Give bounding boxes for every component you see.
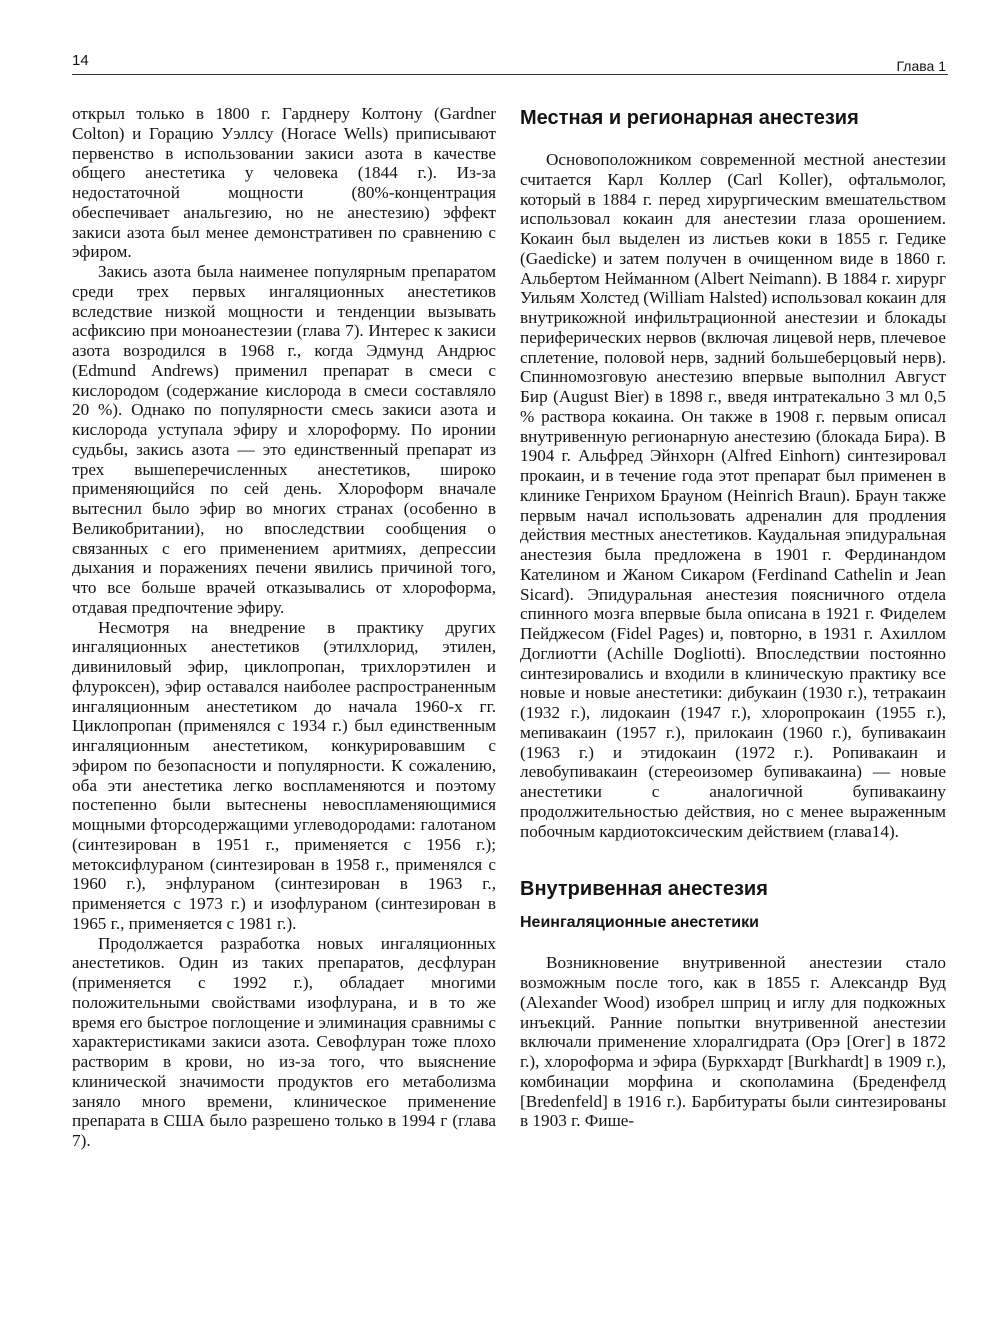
left-paragraph-continuation: открыл только в 1800 г. Гарднеру Колтону (Gardner Colton) и Горацию Уэллсу (Horace Wells) приписывают первенство в использовании закиси азота в качестве общего анестетика у человека (1844 г.). Из-за недостаточной мощности (80%-концентрация обеспечивает анальгезию, но не анестезию) эффект закиси азота был менее демонстративен по сравнению с эфиром. — [72, 104, 496, 262]
right-paragraph-local-anesthesia: Основоположником современной местной анестезии считается Карл Коллер (Carl Koller), офтальмолог, который в 1884 г. перед хирургическим вмешательством использовал кокаин для анестезии глаза орошением. Кокаин был выделен из листьев коки в 1855 г. Гедике (Gaedicke) и затем получен в очищенном виде в 1860 г. Альбертом Нейманном (Albert Neimann). В 1884 г. хирург Уильям Холстед (William Halsted) использовал кокаин для внутрикожной инфильтрационной анестезии и блокады периферических нервов (включая лицевой нерв, плечевое сплетение, половой нерв, задний большеберцовый нерв). Спинномозговую анестезию впервые выполнил Август Бир (August Bier) в 1898 г., введя интратекально 3 мл 0,5 % раствора кокаина. Он также в 1908 г. первым описал внутривенную регионарную анестезию (блокада Бира). В 1904 г. Альфред Эйнхорн (Alfred Einhorn) синтезировал прокаин, и в течение года этот препарат был применен в клинике Генрихом Брауном (Heinrich Braun). Браун также первым начал использовать адреналин для продления действия местных анестетиков. Каудальная эпидуральная анестезия была предложена в 1901 г. Фердинандом Кателином и Жаном Сикаром (Ferdinand Cathelin и Jean Sicard). Эпидуральная анестезия поясничного отдела спинного мозга впервые была описана в 1921 г. Фиделем Пейджесом (Fidel Pages) и, повторно, в 1931 г. Ахиллом Доглиотти (Achille Dogliotti). Впоследствии постоянно синтезировались и входили в клиническую практику все новые и новые анестетики: дибукаин (1930 г.), тетракаин (1932 г.), лидокаин (1947 г.), хлоропрокаин (1955 г.), мепивакаин (1957 г.), прилокаин (1960 г.), бупивакаин (1963 г.) и этидокаин (1972 г.). Ропивакаин и левобупивакаин (стереоизомер бупивакаина) — новые анестетики с аналогичной бупивакаину продолжительностью действия, но с менее выраженным побочным кардиотоксическим действием (глава14). — [520, 150, 946, 841]
left-paragraph-inhalational-agents: Несмотря на внедрение в практику других ингаляционных анестетиков (этилхлорид, этилен, дивиниловый эфир, циклопропан, трихлорэтилен и флуроксен), эфир оставался наиболее распространенным ингаляционным анестетиком до начала 1960-х гг. Циклопропан (применялся с 1934 г.) был единственным ингаляционным анестетиком, конкурировавшим с эфиром по безопасности и популярности. К сожалению, оба эти анестетика легко воспламеняются и поэтому постепенно были вытеснены невоспламеняющимися мощными фторсодержащими углеводородами: галотаном (синтезирован в 1951 г., применяется с 1956 г.); метоксифлураном (синтезирован в 1958 г., применялся с 1960 г.), энфлураном (синтезирован в 1963 г., применяется с 1973 г.) и изофлураном (синтезирован в 1965 г., применяется с 1981 г.). — [72, 617, 496, 933]
page-header — [72, 50, 948, 74]
chapter-label: Глава 1 — [896, 58, 946, 74]
right-paragraph-intravenous: Возникновение внутривенной анестезии стало возможным после того, как в 1855 г. Александр Вуд (Alexander Wood) изобрел шприц и иглу для подкожных инъекций. Ранние попытки внутривенной анестезии включали применение хлоралгидрата (Орэ [Oreг] в 1872 г.), хлороформа и эфира (Буркхардт [Burkhardt] в 1909 г.), комбинации морфина и скополамина (Бреденфелд [Bredenfeld] в 1916 г.). Барбитураты были синтезированы в 1903 г. Фише- — [520, 953, 946, 1131]
subsection-heading-noninhalational: Неингаляционные анестетики — [520, 914, 759, 932]
left-paragraph-new-agents: Продолжается разработка новых ингаляционных анестетиков. Один из таких препаратов, десфлуран (применяется с 1992 г.), обладает многими положительными свойствами изофлурана, и в то же время его быстрое поглощение и элиминация сравнимы с характеристиками закиси азота. Севофлуран тоже плохо растворим в крови, но из-за того, что выяснение клинической значимости продуктов его метаболизма заняло много времени, клиническое применение препарата в США было разрешено только в 1994 г (глава 7). — [72, 933, 496, 1150]
section-heading-intravenous-anesthesia: Внутривенная анестезия — [520, 878, 768, 901]
right-column — [520, 104, 946, 1131]
page-number: 14 — [72, 52, 89, 69]
left-paragraph-nitrous-oxide: Закись азота была наименее популярным препаратом среди трех первых ингаляционных анестетиков вследствие низкой мощности и тенденции вызывать асфиксию при моноанестезии (глава 7). Интерес к закиси азота возродился в 1968 г., когда Эдмунд Андрюс (Edmund Andrews) применил препарат в смеси с кислородом (содержание кислорода в смеси составляло 20 %). Однако по популярности смесь закиси азота и кислорода уступала эфиру и хлороформу. По иронии судьбы, закись азота — это единственный препарат из трех вышеперечисленных анестетиков, широко применяющийся по сей день. Хлороформ вначале вытеснил было эфир во многих странах (особенно в Великобритании), но впоследствии сообщения о связанных с его применением аритмиях, депрессии дыхания и поражениях печени явились причиной того, что все больше врачей отказывались от хлороформа, отдавая предпочтение эфиру. — [72, 262, 496, 617]
header-rule — [72, 74, 948, 75]
left-column — [72, 104, 496, 1151]
section-heading-local-anesthesia: Местная и регионарная анестезия — [520, 107, 859, 129]
